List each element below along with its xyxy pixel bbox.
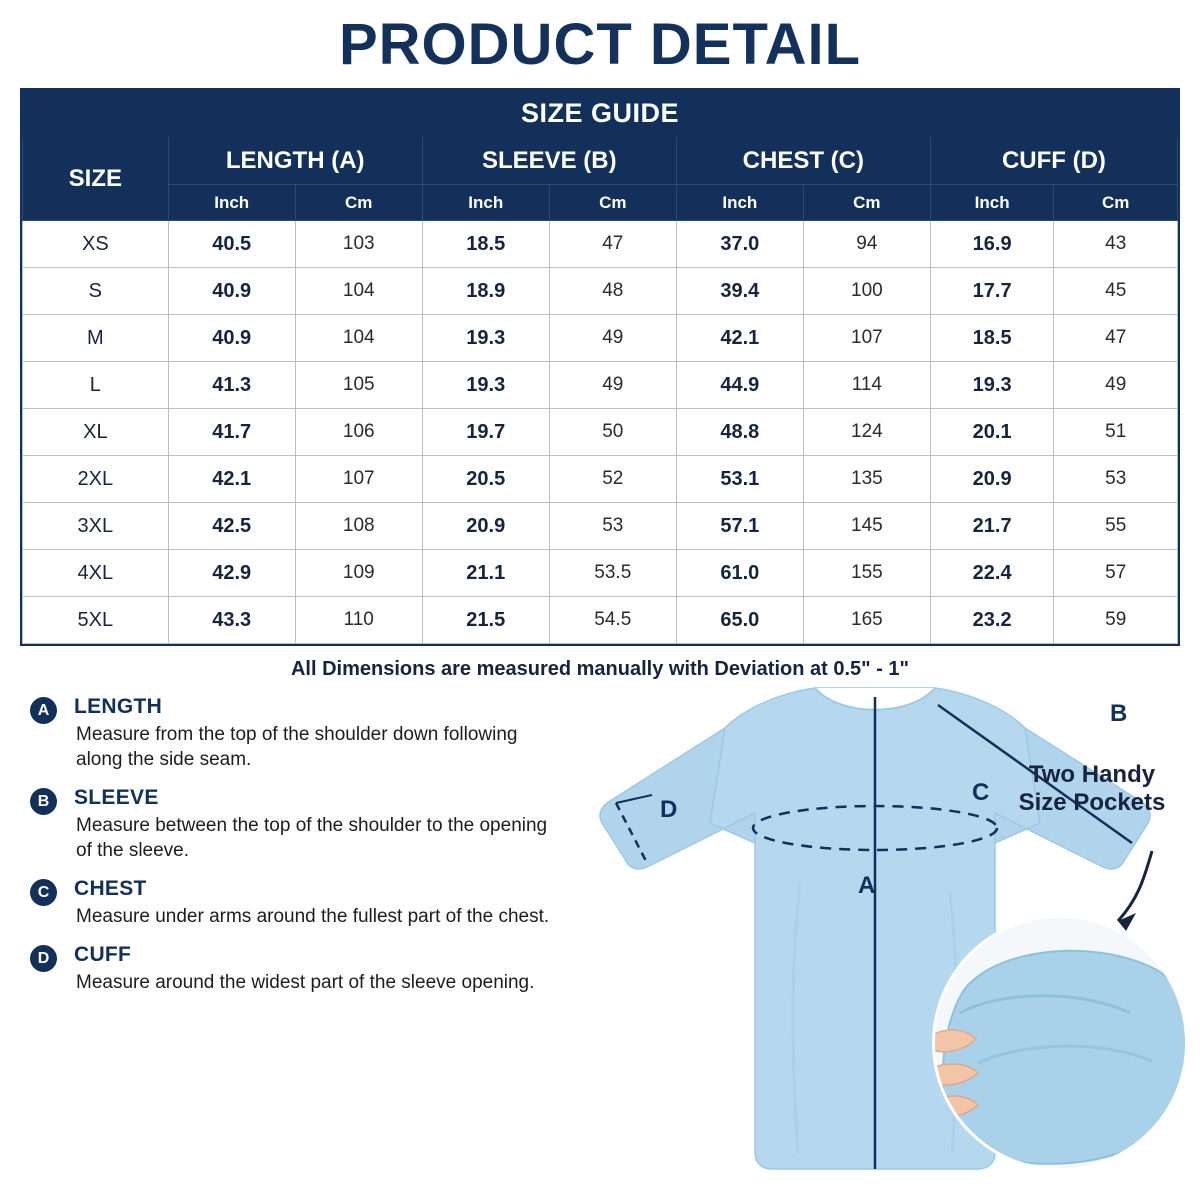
unit-sleeve-inch: Inch bbox=[422, 185, 549, 221]
measurement-legend bbox=[22, 695, 552, 1009]
cell-length-inch: 41.7 bbox=[168, 409, 295, 456]
cell-chest-cm: 114 bbox=[803, 362, 930, 409]
cell-chest-inch: 65.0 bbox=[676, 597, 803, 644]
size-guide-table bbox=[22, 90, 1178, 644]
size-guide-table-wrapper bbox=[20, 88, 1180, 646]
cell-chest-cm: 124 bbox=[803, 409, 930, 456]
cell-chest-inch: 48.8 bbox=[676, 409, 803, 456]
table-row bbox=[23, 362, 1178, 409]
cell-sleeve-cm: 47 bbox=[549, 221, 676, 268]
pocket-closeup bbox=[928, 918, 1188, 1168]
cell-cuff-inch: 22.4 bbox=[930, 550, 1054, 597]
cell-cuff-cm: 49 bbox=[1054, 362, 1178, 409]
cell-cuff-cm: 59 bbox=[1054, 597, 1178, 644]
cell-cuff-inch: 20.9 bbox=[930, 456, 1054, 503]
cell-length-inch: 42.5 bbox=[168, 503, 295, 550]
cell-sleeve-cm: 48 bbox=[549, 268, 676, 315]
cell-cuff-cm: 51 bbox=[1054, 409, 1178, 456]
legend-item-length bbox=[22, 695, 552, 772]
shirt-illustration-svg bbox=[540, 683, 1200, 1173]
cell-length-cm: 104 bbox=[295, 315, 422, 362]
marker-b-label: B bbox=[1110, 700, 1128, 727]
unit-chest-inch: Inch bbox=[676, 185, 803, 221]
table-row bbox=[23, 268, 1178, 315]
unit-cuff-cm: Cm bbox=[1054, 185, 1178, 221]
garment-diagram bbox=[540, 683, 1200, 1173]
cell-cuff-inch: 18.5 bbox=[930, 315, 1054, 362]
pockets-callout-line2: Size Pockets bbox=[1018, 789, 1166, 817]
badge-a-icon: A bbox=[30, 697, 57, 724]
cell-chest-cm: 165 bbox=[803, 597, 930, 644]
cell-cuff-cm: 45 bbox=[1054, 268, 1178, 315]
header-chest: CHEST (C) bbox=[676, 137, 930, 185]
cell-sleeve-cm: 54.5 bbox=[549, 597, 676, 644]
legend-title-chest: CHEST bbox=[74, 877, 147, 901]
cell-cuff-cm: 57 bbox=[1054, 550, 1178, 597]
cell-chest-inch: 53.1 bbox=[676, 456, 803, 503]
cell-cuff-cm: 53 bbox=[1054, 456, 1178, 503]
legend-item-sleeve bbox=[22, 786, 552, 863]
cell-size: 3XL bbox=[23, 503, 169, 550]
cell-cuff-cm: 43 bbox=[1054, 221, 1178, 268]
cell-chest-cm: 107 bbox=[803, 315, 930, 362]
cell-sleeve-inch: 20.5 bbox=[422, 456, 549, 503]
cell-size: 4XL bbox=[23, 550, 169, 597]
table-row bbox=[23, 597, 1178, 644]
cell-size: S bbox=[23, 268, 169, 315]
cell-size: XL bbox=[23, 409, 169, 456]
pockets-callout-line1: Two Handy bbox=[1028, 761, 1156, 788]
cell-sleeve-inch: 18.9 bbox=[422, 268, 549, 315]
header-size: SIZE bbox=[23, 137, 169, 221]
table-row bbox=[23, 503, 1178, 550]
marker-a-label: A bbox=[858, 872, 876, 899]
table-row bbox=[23, 221, 1178, 268]
header-length: LENGTH (A) bbox=[168, 137, 422, 185]
cell-cuff-cm: 55 bbox=[1054, 503, 1178, 550]
cell-length-cm: 109 bbox=[295, 550, 422, 597]
cell-sleeve-inch: 19.3 bbox=[422, 362, 549, 409]
cell-chest-cm: 94 bbox=[803, 221, 930, 268]
cell-sleeve-cm: 49 bbox=[549, 315, 676, 362]
unit-length-inch: Inch bbox=[168, 185, 295, 221]
cell-chest-inch: 44.9 bbox=[676, 362, 803, 409]
cell-length-cm: 103 bbox=[295, 221, 422, 268]
cell-length-inch: 43.3 bbox=[168, 597, 295, 644]
cell-size: 5XL bbox=[23, 597, 169, 644]
cell-sleeve-inch: 19.7 bbox=[422, 409, 549, 456]
cell-length-cm: 104 bbox=[295, 268, 422, 315]
cell-sleeve-inch: 19.3 bbox=[422, 315, 549, 362]
cell-sleeve-cm: 50 bbox=[549, 409, 676, 456]
header-sleeve: SLEEVE (B) bbox=[422, 137, 676, 185]
cell-sleeve-inch: 21.5 bbox=[422, 597, 549, 644]
header-cuff: CUFF (D) bbox=[930, 137, 1177, 185]
legend-item-chest bbox=[22, 877, 552, 929]
cell-length-cm: 110 bbox=[295, 597, 422, 644]
cell-sleeve-cm: 52 bbox=[549, 456, 676, 503]
cell-chest-inch: 57.1 bbox=[676, 503, 803, 550]
marker-d-label: D bbox=[660, 796, 678, 823]
legend-title-sleeve: SLEEVE bbox=[74, 786, 159, 810]
cell-sleeve-inch: 21.1 bbox=[422, 550, 549, 597]
cell-length-cm: 105 bbox=[295, 362, 422, 409]
cell-chest-cm: 135 bbox=[803, 456, 930, 503]
table-row bbox=[23, 456, 1178, 503]
cell-chest-inch: 42.1 bbox=[676, 315, 803, 362]
cell-length-inch: 42.9 bbox=[168, 550, 295, 597]
cell-cuff-inch: 23.2 bbox=[930, 597, 1054, 644]
cell-chest-cm: 100 bbox=[803, 268, 930, 315]
cell-size: 2XL bbox=[23, 456, 169, 503]
cell-cuff-cm: 47 bbox=[1054, 315, 1178, 362]
table-caption: SIZE GUIDE bbox=[23, 91, 1178, 137]
badge-b-icon: B bbox=[30, 788, 57, 815]
cell-cuff-inch: 16.9 bbox=[930, 221, 1054, 268]
cell-sleeve-cm: 53.5 bbox=[549, 550, 676, 597]
cell-cuff-inch: 17.7 bbox=[930, 268, 1054, 315]
legend-desc-length: Measure from the top of the shoulder down following along the side seam. bbox=[76, 724, 518, 771]
table-row bbox=[23, 550, 1178, 597]
badge-d-icon: D bbox=[30, 945, 57, 972]
cell-length-cm: 107 bbox=[295, 456, 422, 503]
cell-chest-cm: 145 bbox=[803, 503, 930, 550]
legend-desc-cuff: Measure around the widest part of the sleeve opening. bbox=[76, 972, 535, 994]
unit-cuff-inch: Inch bbox=[930, 185, 1054, 221]
legend-item-cuff bbox=[22, 943, 552, 995]
table-row bbox=[23, 315, 1178, 362]
marker-c-label: C bbox=[972, 779, 990, 806]
unit-chest-cm: Cm bbox=[803, 185, 930, 221]
legend-title-length: LENGTH bbox=[74, 695, 163, 718]
cell-length-inch: 40.9 bbox=[168, 268, 295, 315]
badge-c-icon: C bbox=[30, 879, 57, 906]
cell-sleeve-inch: 18.5 bbox=[422, 221, 549, 268]
cell-length-cm: 106 bbox=[295, 409, 422, 456]
legend-desc-chest: Measure under arms around the fullest part of the chest. bbox=[76, 906, 550, 928]
measurement-note: All Dimensions are measured manually with Deviation at 0.5" - 1" bbox=[290, 658, 910, 680]
cell-length-inch: 40.9 bbox=[168, 315, 295, 362]
bottom-section bbox=[0, 695, 1200, 1165]
cell-length-inch: 40.5 bbox=[168, 221, 295, 268]
cell-sleeve-cm: 53 bbox=[549, 503, 676, 550]
cell-length-inch: 42.1 bbox=[168, 456, 295, 503]
cell-chest-inch: 61.0 bbox=[676, 550, 803, 597]
cell-cuff-inch: 20.1 bbox=[930, 409, 1054, 456]
cell-size: XS bbox=[23, 221, 169, 268]
cell-length-inch: 41.3 bbox=[168, 362, 295, 409]
cell-size: L bbox=[23, 362, 169, 409]
cell-length-cm: 108 bbox=[295, 503, 422, 550]
size-guide-body bbox=[23, 221, 1178, 644]
table-row bbox=[23, 409, 1178, 456]
cell-cuff-inch: 19.3 bbox=[930, 362, 1054, 409]
cell-chest-inch: 37.0 bbox=[676, 221, 803, 268]
cell-size: M bbox=[23, 315, 169, 362]
cell-chest-cm: 155 bbox=[803, 550, 930, 597]
cell-cuff-inch: 21.7 bbox=[930, 503, 1054, 550]
cell-sleeve-inch: 20.9 bbox=[422, 503, 549, 550]
cell-chest-inch: 39.4 bbox=[676, 268, 803, 315]
page-title: PRODUCT DETAIL bbox=[338, 12, 861, 77]
legend-desc-sleeve: Measure between the top of the shoulder to the opening of the sleeve. bbox=[76, 815, 548, 862]
cell-sleeve-cm: 49 bbox=[549, 362, 676, 409]
unit-sleeve-cm: Cm bbox=[549, 185, 676, 221]
legend-title-cuff: CUFF bbox=[74, 943, 132, 967]
pockets-callout bbox=[992, 761, 1192, 818]
unit-length-cm: Cm bbox=[295, 185, 422, 221]
